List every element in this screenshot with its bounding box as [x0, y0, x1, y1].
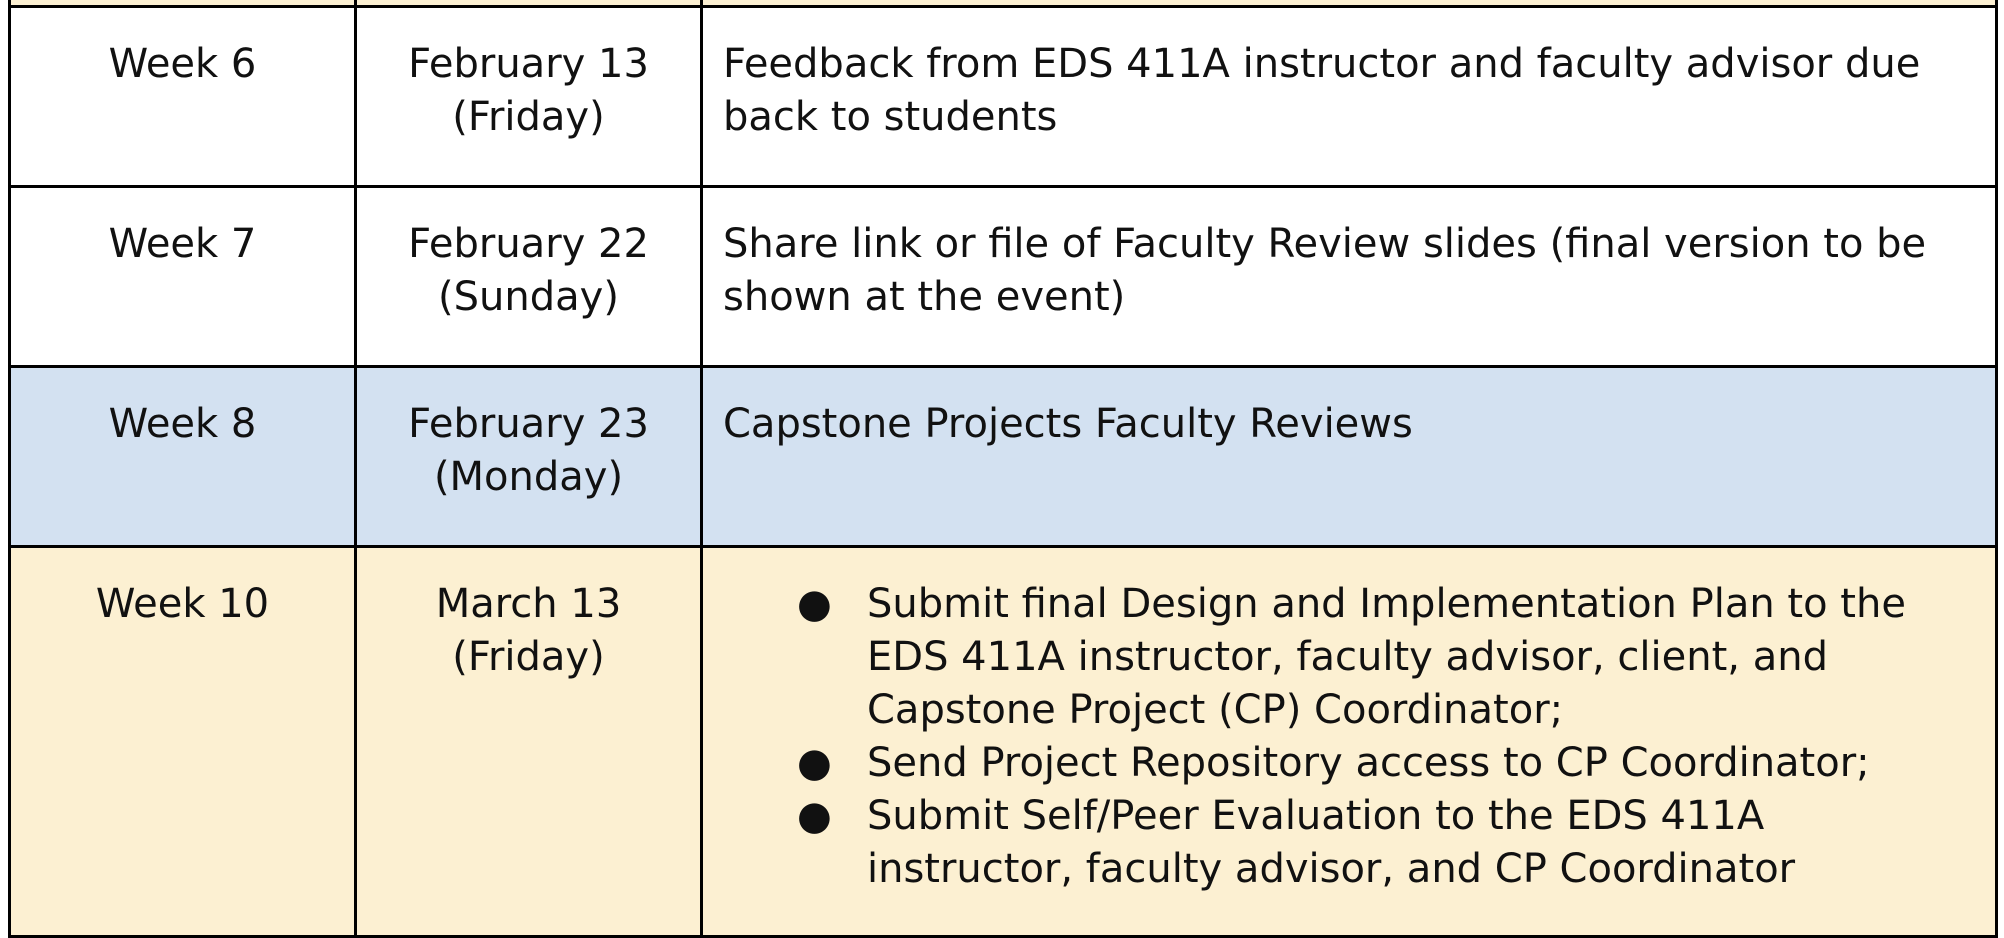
date-label: February 22: [408, 221, 649, 267]
date-cell: [356, 187, 702, 367]
table-row: [10, 547, 1997, 937]
date-cell: [356, 7, 702, 187]
bullet-icon: ●: [797, 740, 832, 786]
date-label: February 23: [408, 401, 649, 447]
week-label: Week 6: [108, 41, 257, 87]
schedule-table: [8, 0, 1998, 938]
description-cell: [702, 187, 1997, 367]
table-row: [10, 7, 1997, 187]
day-label: (Monday): [433, 454, 624, 500]
description-text: Feedback from EDS 411A instructor and faculty advisor due back to students: [723, 41, 1921, 140]
week-cell: [10, 187, 356, 367]
list-item-text: Submit final Design and Implementation Plan to the EDS 411A instructor, faculty advisor, client, and Capstone Project (CP) Coordinator;: [867, 581, 1906, 733]
list-item: [797, 790, 1969, 896]
description-text: Capstone Projects Faculty Reviews: [723, 401, 1413, 447]
list-item-text: Send Project Repository access to CP Coordinator;: [867, 740, 1870, 786]
week-cell: [10, 367, 356, 547]
week-label: Week 7: [108, 221, 257, 267]
bullet-icon: ●: [797, 793, 832, 839]
bullet-icon: ●: [797, 581, 832, 627]
week-cell: [10, 547, 356, 937]
description-cell: [702, 7, 1997, 187]
description-cell: [702, 367, 1997, 547]
date-cell: [356, 547, 702, 937]
week-label: Week 10: [95, 581, 270, 627]
day-label: (Friday): [452, 634, 605, 680]
week-label: Week 8: [108, 401, 257, 447]
date-cell: [356, 367, 702, 547]
list-item: [797, 737, 1969, 790]
table-row: [10, 187, 1997, 367]
list-item: [797, 578, 1969, 737]
description-text: Share link or file of Faculty Review slides (final version to be shown at the event): [723, 221, 1927, 320]
date-label: February 13: [408, 41, 649, 87]
day-label: (Sunday): [438, 274, 619, 320]
week-cell: [10, 7, 356, 187]
task-list: [723, 578, 1969, 896]
description-cell: [702, 547, 1997, 937]
list-item-text: Submit Self/Peer Evaluation to the EDS 411A instructor, faculty advisor, and CP Coordinator: [867, 793, 1796, 892]
day-label: (Friday): [452, 94, 605, 140]
table-row: [10, 367, 1997, 547]
date-label: March 13: [435, 581, 622, 627]
